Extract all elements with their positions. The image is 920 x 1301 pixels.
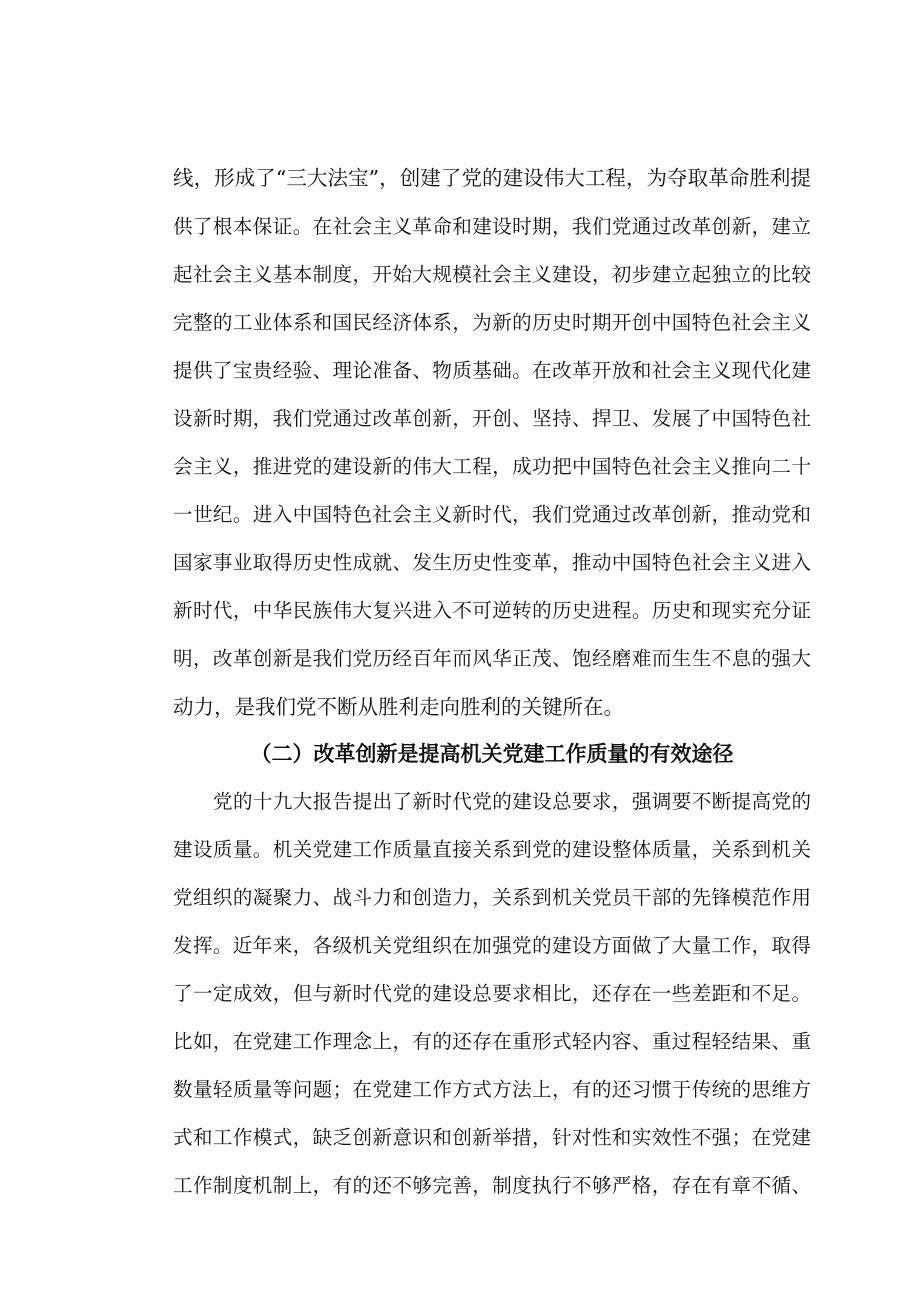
paragraph-line: 明，改革创新是我们党历经百年而风华正茂、饱经磨难而生生不息的强大 <box>173 647 811 670</box>
paragraph-line: 国家事业取得历史性成就、发生历史性变革，推动中国特色社会主义进入 <box>173 551 811 574</box>
paragraph-line: 完整的工业体系和国民经济体系，为新的历史时期开创中国特色社会主义 <box>173 311 811 334</box>
paragraph-line: 党的十九大报告提出了新时代党的建设总要求，强调要不断提高党的 <box>213 790 811 813</box>
paragraph-line: 会主义，推进党的建设新的伟大工程，成功把中国特色社会主义推向二十 <box>173 455 811 478</box>
paragraph-line: 比如，在党建工作理念上，有的还存在重形式轻内容、重过程轻结果、重 <box>173 1030 811 1053</box>
paragraph-line: 式和工作模式，缺乏创新意识和创新举措，针对性和实效性不强；在党建 <box>173 1126 811 1149</box>
section-heading: （二）改革创新是提高机关党建工作质量的有效途径 <box>250 742 734 766</box>
paragraph-line: 设新时期，我们党通过改革创新，开创、坚持、捍卫、发展了中国特色社 <box>173 407 811 430</box>
paragraph-line: 新时代，中华民族伟大复兴进入不可逆转的历史进程。历史和现实充分证 <box>173 599 811 622</box>
paragraph-line: 党组织的凝聚力、战斗力和创造力，关系到机关党员干部的先锋模范作用 <box>173 886 811 909</box>
paragraph-line: 数量轻质量等问题；在党建工作方式方法上，有的还习惯于传统的思维方 <box>173 1078 811 1101</box>
paragraph-line: 发挥。近年来，各级机关党组织在加强党的建设方面做了大量工作，取得 <box>173 934 811 957</box>
paragraph-line: 动力，是我们党不断从胜利走向胜利的关键所在。 <box>173 695 624 719</box>
paragraph-line: 了一定成效，但与新时代党的建设总要求相比，还存在一些差距和不足。 <box>173 982 811 1005</box>
paragraph-line: 供了根本保证。在社会主义革命和建设时期，我们党通过改革创新，建立 <box>173 215 811 238</box>
paragraph-line: 提供了宝贵经验、理论准备、物质基础。在改革开放和社会主义现代化建 <box>173 359 811 382</box>
paragraph-line: 一世纪。进入中国特色社会主义新时代，我们党通过改革创新，推动党和 <box>173 503 811 526</box>
paragraph-line: 建设质量。机关党建工作质量直接关系到党的建设整体质量，关系到机关 <box>173 838 811 861</box>
paragraph-line: 工作制度机制上，有的还不够完善，制度执行不够严格，存在有章不循、 <box>173 1174 811 1197</box>
paragraph-line: 起社会主义基本制度，开始大规模社会主义建设，初步建立起独立的比较 <box>173 263 811 286</box>
paragraph-line: 线，形成了“三大法宝”，创建了党的建设伟大工程，为夺取革命胜利提 <box>173 166 811 190</box>
